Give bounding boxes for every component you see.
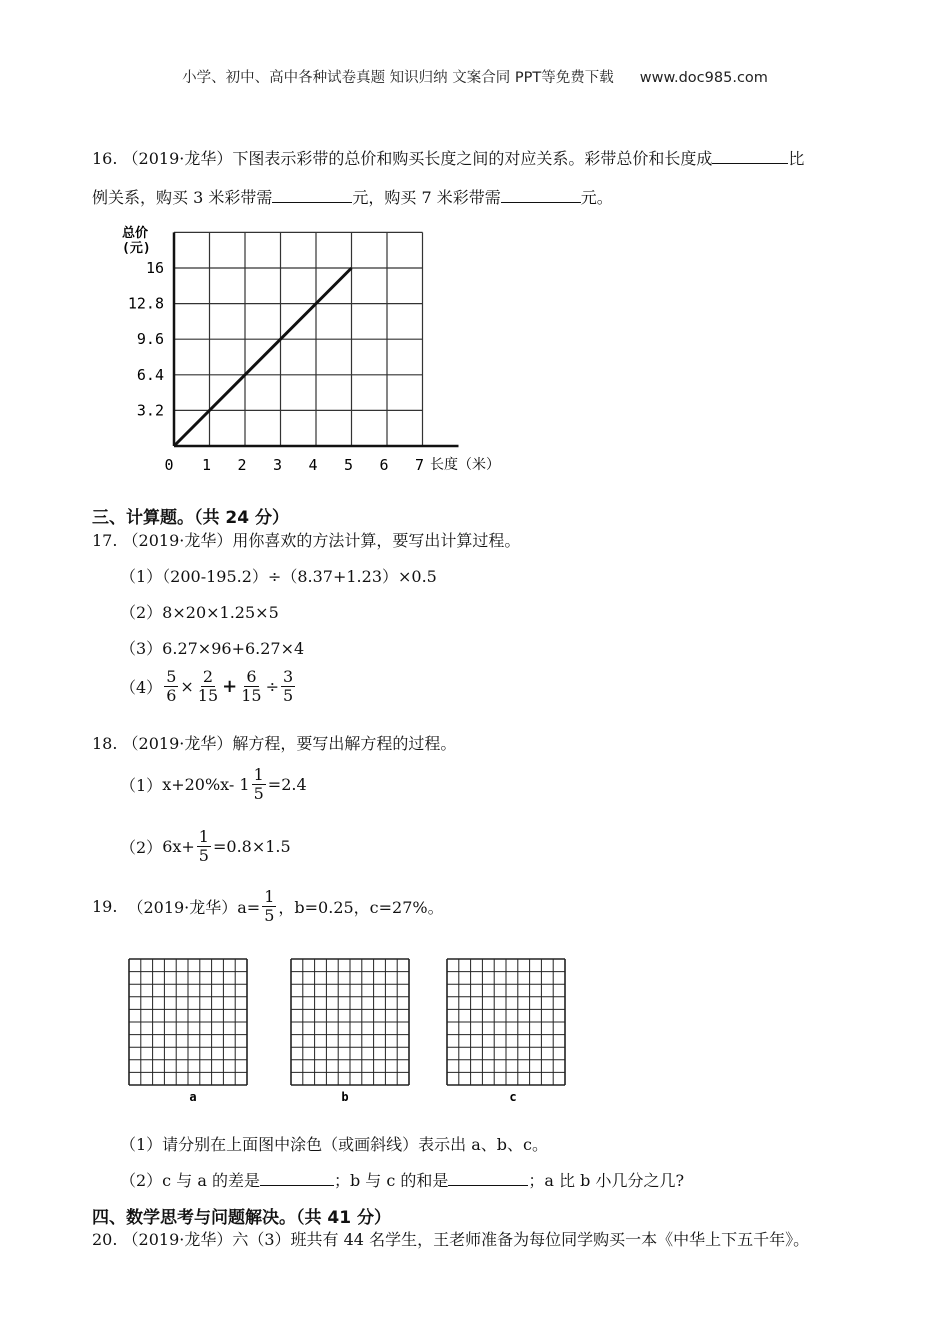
y-tick-label: 3.2 — [136, 401, 164, 420]
grid-label-a: a — [189, 1090, 197, 1104]
q20-number: 20. — [92, 1230, 118, 1249]
q19-part2-text-2: ；b 与 c 的和是 — [333, 1171, 449, 1190]
q17-part4-label: （4） — [120, 677, 163, 697]
grid-label-c: c — [509, 1090, 517, 1104]
x-tick-label: 7 — [414, 456, 425, 474]
q19-text-pre: （2019·龙华）a= — [127, 897, 261, 917]
fraction — [197, 828, 211, 865]
x-tick-label: 3 — [272, 456, 283, 474]
q18-part2 — [120, 828, 291, 865]
q17-part1: （1）（200-195.2）÷（8.37+1.23）×0.5 — [120, 567, 437, 586]
hundred-grid-b[interactable] — [287, 955, 412, 1105]
y-tick-label: 16 — [145, 259, 164, 277]
fraction-denominator: 6 — [166, 685, 177, 705]
hundred-grid-c[interactable] — [443, 955, 568, 1105]
q16-text-3: 例关系，购买 3 米彩带需 — [92, 188, 273, 207]
fraction — [281, 668, 295, 705]
q16-text-5: 元。 — [580, 188, 613, 207]
fraction-denominator: 5 — [264, 905, 275, 925]
q19-blank-1[interactable] — [260, 1169, 334, 1186]
q19-text-post: ，b=0.25，c=27%。 — [278, 897, 444, 917]
q18-part2-label: （2） — [120, 837, 163, 857]
x-tick-label: 0 — [164, 456, 174, 474]
q18-number: 18. — [92, 734, 118, 753]
y-tick-label: 6.4 — [136, 365, 164, 384]
q16-line2 — [92, 185, 613, 208]
q19-stem — [92, 888, 444, 925]
fraction-numerator: 6 — [246, 667, 257, 686]
q19-part2-text-1: （2）c 与 a 的差是 — [120, 1171, 260, 1190]
y-tick-label: 12.8 — [127, 294, 164, 313]
q16-line1 — [92, 146, 804, 169]
q17-text: （2019·龙华）用你喜欢的方法计算，要写出计算过程。 — [122, 531, 521, 550]
q18-part1-label: （1） — [120, 775, 163, 795]
fraction-denominator: 5 — [283, 685, 294, 705]
q19-part2-text-3: ；a 比 b 小几分之几? — [528, 1171, 685, 1190]
q20-stem — [92, 1227, 809, 1250]
fraction-denominator: 5 — [198, 845, 209, 865]
grid-label-b: b — [341, 1090, 349, 1104]
q19-part2 — [120, 1168, 684, 1191]
q19-blank-2[interactable] — [448, 1169, 528, 1186]
q16-blank-1[interactable] — [712, 147, 788, 164]
fraction — [252, 766, 266, 803]
q18-stem — [92, 731, 456, 754]
x-axis-label: 长度（米） — [430, 457, 500, 473]
q16-text-4: 元，购买 7 米彩带需 — [352, 188, 501, 207]
fraction — [239, 668, 263, 705]
q17-number: 17. — [92, 531, 118, 550]
q16-blank-2[interactable] — [272, 186, 352, 203]
q17-stem — [92, 528, 520, 551]
fraction-denominator: 5 — [253, 783, 264, 803]
fraction-numerator: 1 — [253, 765, 264, 784]
q16-text-2: 比 — [788, 149, 805, 168]
header-text: 小学、初中、高中各种试卷真题 知识归纳 文案合同 PPT等免费下载 — [182, 70, 614, 86]
fraction-numerator: 5 — [166, 667, 177, 686]
section-3-title: 三、计算题。（共 24 分） — [92, 508, 289, 528]
price-length-chart — [110, 220, 510, 482]
operator: × — [180, 676, 194, 696]
q18-text: （2019·龙华）解方程，要写出解方程的过程。 — [122, 734, 457, 753]
x-tick-label: 5 — [343, 456, 354, 474]
x-tick-label: 4 — [308, 456, 318, 474]
x-tick-label: 1 — [201, 456, 212, 474]
q17-part4 — [120, 668, 297, 705]
header-url: www.doc985.com — [639, 70, 768, 86]
page-header — [0, 66, 950, 87]
x-tick-label: 2 — [237, 456, 247, 474]
x-tick-label: 6 — [379, 456, 389, 474]
series-line-total-price — [174, 268, 352, 446]
fraction-numerator: 1 — [264, 887, 275, 906]
y-axis-label-line2: (元) — [122, 241, 151, 256]
q17-part2: （2）8×20×1.25×5 — [120, 603, 279, 622]
fraction-numerator: 1 — [198, 827, 209, 846]
operator: ÷ — [265, 676, 279, 696]
y-tick-label: 9.6 — [136, 330, 164, 349]
q20-text: （2019·龙华）六（3）班共有 44 名学生，王老师准备为每位同学购买一本《中华上下五千年》。 — [122, 1230, 810, 1249]
equation-left: x+20%x- 1 — [162, 774, 250, 794]
chart-grid — [174, 232, 423, 446]
q18-part1 — [120, 766, 307, 803]
q16-number: 16. — [92, 149, 118, 168]
q16-blank-3[interactable] — [501, 186, 581, 203]
equation-right: =0.8×1.5 — [212, 836, 291, 856]
operator: + — [222, 675, 238, 697]
equation-right: =2.4 — [267, 774, 307, 794]
q19-part1: （1）请分别在上面图中涂色（或画斜线）表示出 a、b、c。 — [120, 1135, 549, 1154]
y-axis-label-line1: 总价 — [122, 226, 149, 241]
hundred-grid-a[interactable] — [125, 955, 250, 1105]
fraction-denominator: 15 — [197, 685, 219, 705]
fraction-numerator: 2 — [202, 667, 214, 686]
fraction-numerator: 3 — [283, 667, 294, 686]
fraction — [196, 668, 220, 705]
fraction — [164, 668, 178, 705]
q17-part3: （3）6.27×96+6.27×4 — [120, 639, 305, 658]
section-4-title: 四、数学思考与问题解决。（共 41 分） — [92, 1208, 391, 1228]
q16-text-1: （2019·龙华）下图表示彩带的总价和购买长度之间的对应关系。彩带总价和长度成 — [122, 149, 713, 168]
fraction — [262, 888, 276, 925]
equation-left: 6x+ — [162, 836, 195, 856]
q19-number: 19. — [92, 896, 118, 916]
fraction-denominator: 15 — [241, 685, 262, 705]
